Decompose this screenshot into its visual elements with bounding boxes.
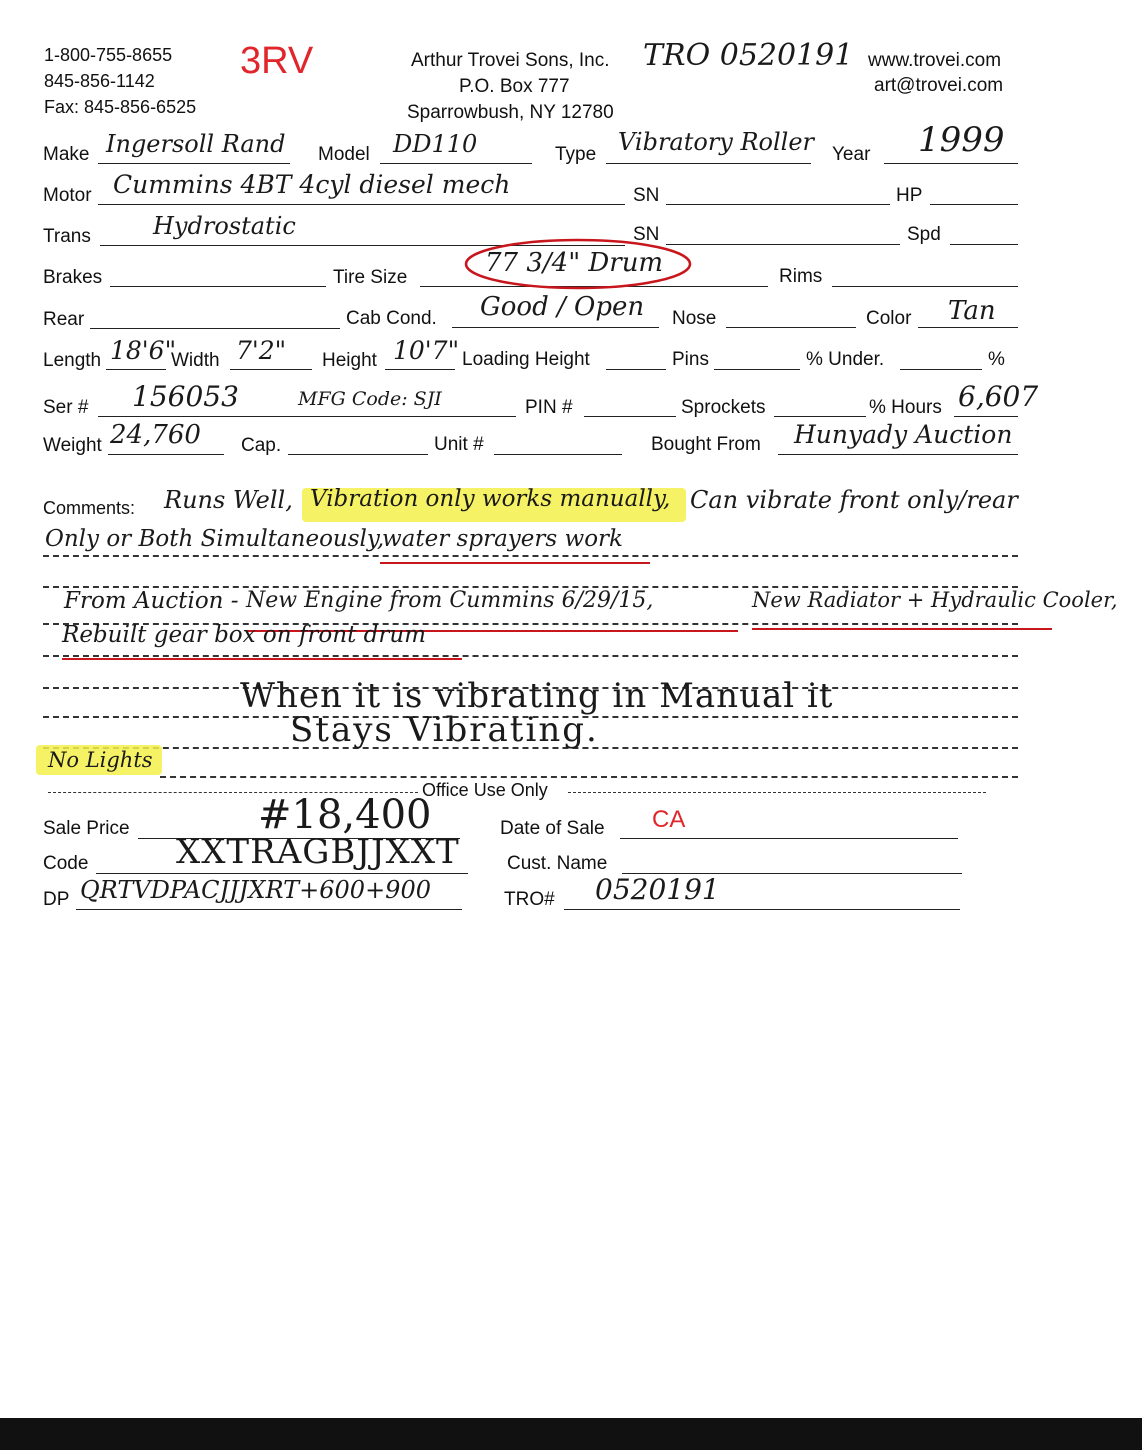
- hours-value: 6,607: [958, 380, 1039, 413]
- hours-label: % Hours: [869, 397, 942, 418]
- sn-label: SN: [633, 185, 660, 206]
- tro-value: 0520191: [595, 873, 720, 906]
- trans-label: Trans: [43, 226, 91, 247]
- sale-price-label: Sale Price: [43, 818, 130, 839]
- weight-value: 24,760: [110, 420, 201, 450]
- length-label: Length: [43, 350, 102, 371]
- code-label: Code: [43, 853, 89, 874]
- comments-label: Comments:: [43, 498, 136, 518]
- height-label: Height: [322, 350, 377, 371]
- pin-label: PIN #: [525, 397, 573, 418]
- percent-sign: %: [988, 349, 1005, 370]
- under-label: % Under.: [806, 349, 885, 370]
- trans-value: Hydrostatic: [153, 212, 296, 240]
- tire-size-label: Tire Size: [333, 267, 408, 288]
- email: art@trovei.com: [874, 75, 1004, 96]
- phone-2: 845-856-1142: [44, 71, 155, 91]
- comment-new-engine: New Engine from Cummins 6/29/15,: [246, 588, 654, 613]
- sprockets-label: Sprockets: [681, 397, 766, 418]
- office-use-only-label: Office Use Only: [422, 780, 548, 800]
- width-label: Width: [171, 350, 220, 371]
- mfg-code-value: MFG Code: SJI: [298, 388, 442, 410]
- year-label: Year: [832, 144, 871, 165]
- comment-rebuilt-gear-box: Rebuilt gear box on front drum: [62, 622, 426, 648]
- nose-label: Nose: [672, 308, 717, 329]
- website: www.trovei.com: [868, 50, 1002, 71]
- comment-water-sprayers: water sprayers work: [382, 526, 623, 552]
- comment-vibrate-front: Can vibrate front only/rear: [690, 486, 1018, 514]
- color-value: Tan: [948, 296, 996, 326]
- comment-new-radiator: New Radiator + Hydraulic Cooler,: [752, 588, 1118, 612]
- comment-no-lights: No Lights: [48, 748, 153, 772]
- model-value: DD110: [393, 130, 478, 158]
- ser-value: 156053: [132, 380, 239, 413]
- comment-vibrating-manual: When it is vibrating in Manual it: [240, 676, 834, 716]
- po-box: P.O. Box 777: [459, 76, 570, 97]
- rear-label: Rear: [43, 309, 85, 330]
- pins-label: Pins: [672, 349, 709, 370]
- cab-cond-value: Good / Open: [480, 292, 645, 322]
- type-value: Vibratory Roller: [618, 128, 815, 156]
- motor-value: Cummins 4BT 4cyl diesel mech: [113, 170, 511, 199]
- date-of-sale-label: Date of Sale: [500, 818, 605, 839]
- unit-label: Unit #: [434, 434, 484, 455]
- comment-vibration-manual: Vibration only works manually,: [310, 486, 671, 512]
- code-value: XXTRAGBJJXXT: [176, 832, 460, 872]
- rims-label: Rims: [779, 266, 823, 287]
- tro-label: TRO#: [504, 889, 555, 910]
- red-circle-annotation: [462, 236, 694, 292]
- comment-stays-vibrating: Stays Vibrating.: [290, 710, 599, 750]
- brakes-label: Brakes: [43, 267, 103, 288]
- tire-size-value: 77 3/4" Drum: [485, 248, 664, 278]
- model-label: Model: [318, 144, 370, 165]
- make-value: Ingersoll Rand: [106, 130, 286, 158]
- loading-height-label: Loading Height: [462, 349, 590, 370]
- stock-code: 3RV: [240, 40, 314, 82]
- sale-price-value: #18,400: [258, 792, 432, 838]
- length-value: 18'6": [110, 336, 177, 365]
- motor-label: Motor: [43, 185, 92, 206]
- sn-label-2: SN: [633, 224, 660, 245]
- year-value: 1999: [918, 120, 1005, 160]
- scan-edge-bar: [0, 1418, 1142, 1450]
- company-name: Arthur Trovei Sons, Inc.: [411, 50, 610, 71]
- phone-1: 1-800-755-8655: [44, 45, 173, 65]
- weight-label: Weight: [43, 435, 102, 456]
- dp-label: DP: [43, 889, 70, 910]
- city-address: Sparrowbush, NY 12780: [407, 102, 614, 123]
- spd-label: Spd: [907, 224, 941, 245]
- color-label: Color: [866, 308, 912, 329]
- width-value: 7'2": [236, 336, 287, 365]
- date-of-sale-value: CA: [652, 806, 686, 833]
- ser-label: Ser #: [43, 397, 89, 418]
- comment-from-auction: From Auction -: [64, 588, 239, 614]
- make-label: Make: [43, 144, 90, 165]
- cust-name-label: Cust. Name: [507, 853, 608, 874]
- tro-handwritten: TRO 0520191: [643, 38, 854, 73]
- bought-from-label: Bought From: [651, 434, 761, 455]
- height-value: 10'7": [393, 336, 460, 365]
- bought-from-value: Hunyady Auction: [794, 420, 1013, 449]
- dp-value: QRTVDPACJJJXRT+600+900: [80, 876, 431, 904]
- cab-cond-label: Cab Cond.: [346, 308, 437, 329]
- fax-number: Fax: 845-856-6525: [44, 97, 197, 117]
- hp-label: HP: [896, 185, 923, 206]
- comment-simultaneously: Only or Both Simultaneously,: [45, 526, 385, 552]
- comment-runs-well: Runs Well,: [164, 486, 293, 514]
- type-label: Type: [555, 144, 597, 165]
- cap-label: Cap.: [241, 435, 282, 456]
